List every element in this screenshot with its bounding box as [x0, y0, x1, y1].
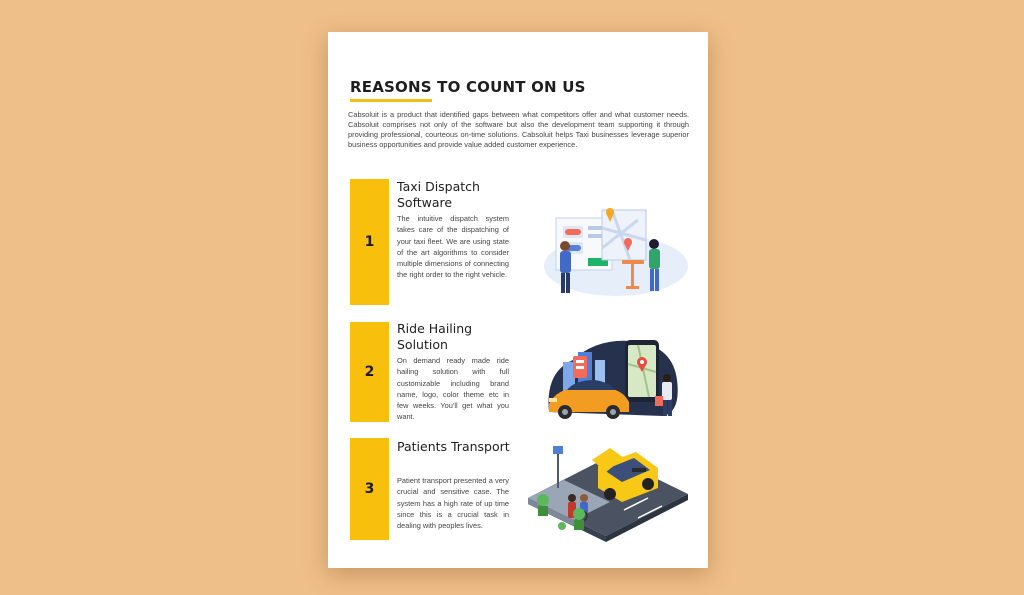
section-2-number-block [350, 322, 389, 422]
dispatch-map-illustration [538, 204, 688, 304]
intro-paragraph: Cabsoluit is a product that identified gaps between what competitors offer and what customer needs. Cabsoluit comprises not only of the software but also the development team supporting it through providing professional, courteous on-time solutions. Cabsoluit helps Taxi businesses leverage superior business opportunities and provide value added customer experience. [348, 110, 689, 149]
section-2-body: On demand ready made ride hailing solution with full customizable including brand name, logo, color theme etc in few weeks. You'll get what you want. [397, 356, 509, 422]
document-page [328, 32, 708, 568]
section-3-number: 3 [364, 481, 375, 497]
section-1-number: 1 [364, 234, 375, 250]
page-title: REASONS TO COUNT ON US [350, 78, 586, 96]
title-underline [350, 99, 432, 102]
section-1-title: Taxi Dispatch Software [397, 179, 480, 210]
section-1-number-block [350, 179, 389, 305]
section-1-body: The intuitive dispatch system takes care of the dispatching of your taxi fleet. We are using state of the art algorithms to consider multiple dimensions of connecting the right order to the right vehicle. [397, 214, 509, 280]
section-3-number-block [350, 438, 389, 540]
section-2-number: 2 [364, 364, 375, 380]
section-3-title: Patients Transport [397, 439, 510, 454]
ride-hailing-phone-illustration [543, 332, 683, 422]
section-2-title: Ride Hailing Solution [397, 321, 473, 352]
section-3-body: Patient transport presented a very crucial and sensitive case. The system has a high rate of up time since this is a crucial task in dealing with peoples lives. [397, 476, 509, 531]
patient-transport-illustration [526, 440, 691, 542]
